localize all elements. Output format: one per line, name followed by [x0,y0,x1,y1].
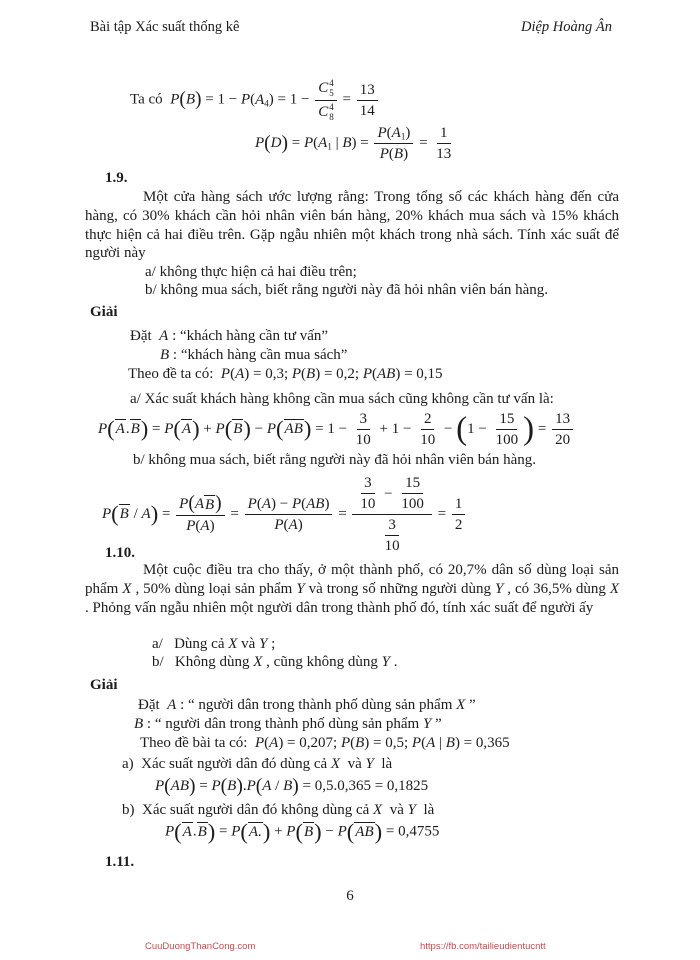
solution-1-9-formula-a: P(A.B) = P(A) + P(B) − P(AB) = 1 − $\frac{3}{10}$ + 1 − $\frac{2}{10}$ − (1 − $\frac{15}{100}$ ) = $\frac{13}{20}$ [98,410,575,449]
solution-1-9-formula-b: P(B / A) = P ( A B ) P ( A ) = P ( A ) − P ( AB ) P ( A ) = $\frac{3}{10}$ − $\frac{15}{100}$ $\frac{3}{10}$ = $\frac{1}{2}$ [102,474,467,555]
solution-1-9-define-a: Đặt A : “khách hàng cần tư vấn” [130,328,329,344]
formula-prev-pd: P(D) = P(A1 | B) = P ( A1 ) P ( B ) = $\frac{1}{13}$ [255,125,452,163]
section-1-11-number: 1.11. [105,854,135,870]
solution-1-10-formula-b: P(A.B) = P(A.) + P(B) − P(AB) = 0,4755 [165,819,440,844]
solution-1-10-part-a-label: a) Xác suất người dân đó dùng cả X và Y là [122,756,393,772]
solution-1-9-given: Theo đề ta có: P(A) = 0,3; P(B) = 0,2; P(AB) = 0,15 [128,366,443,382]
problem-1-9-text: Một cửa hàng sách ước lượng rằng: Trong tổng số các khách hàng đến cửa hàng, có 30% khách cần hỏi nhân viên bán hàng, 20% khách mua sách và 15% khách thực hiện cả hai điều trên. Gặp ngẫu nhiên một khách trong nhà sách. Tính xác suất để người này [85,189,619,262]
problem-1-10-text: Một cuộc điều tra cho thấy, ở một thành phố, có 20,7% dân số dùng loại sản phẩm X , 50% dùng loại sản phẩm Y và trong số những người dùng Y , có 36,5% dùng X . Phỏng vấn ngẫu nhiên một người dân trong thành phố đó, tính xác suất để người ấy [85,562,620,616]
formula-prev-pb: Ta có P(B) = 1 − P(A4) = 1 − C 4 5 C 4 8 = $\frac{13}{14}$ [130,78,380,122]
solution-1-10-part-b-label: b) Xác suất người dân đó không dùng cả X và Y là [122,802,435,818]
solution-1-9-part-a-label: a/ Xác suất khách hàng không cần mua sách cũng không cần tư vấn là: [130,391,554,407]
footer-facebook-link[interactable]: https://fb.com/tailieudientucntt [420,941,546,952]
problem-1-9-item-a: a/ không thực hiện cả hai điều trên; [145,264,357,280]
solution-1-10-label: Giải [90,677,118,693]
solution-1-9-part-b-label: b/ không mua sách, biết rằng người này đã hỏi nhân viên bán hàng. [133,452,537,468]
solution-1-9-define-b: B : “khách hàng cần mua sách” [160,347,348,363]
header-author: Diệp Hoàng Ân [520,19,612,35]
solution-1-10-define-b: B : “ người dân trong thành phố dùng sản phẩm Y ” [134,716,442,732]
solution-1-10-given: Theo đề bài ta có: P(A) = 0,207; P(B) = 0,5; P(A | B) = 0,365 [140,735,510,751]
section-1-10-number: 1.10. [105,545,135,561]
solution-1-10-formula-a: P(AB) = P(B).P(A / B) = 0,5.0,365 = 0,1825 [155,776,429,797]
page-number: 6 [346,888,354,904]
problem-1-9-item-b: b/ không mua sách, biết rằng người này đã hỏi nhân viên bán hàng. [145,282,549,298]
problem-1-10-item-b: b/ Không dùng X , cũng không dùng Y . [152,654,398,670]
problem-1-10-item-a: a/ Dùng cả X và Y ; [152,636,276,652]
section-1-9-number: 1.9. [105,170,128,186]
solution-1-10-define-a: Đặt A : “ người dân trong thành phố dùng sản phẩm X ” [138,697,476,713]
solution-1-9-label: Giải [90,304,118,320]
header-title: Bài tập Xác suất thống kê [90,19,240,35]
footer-watermark-link[interactable]: CuuDuongThanCong.com [145,941,256,952]
